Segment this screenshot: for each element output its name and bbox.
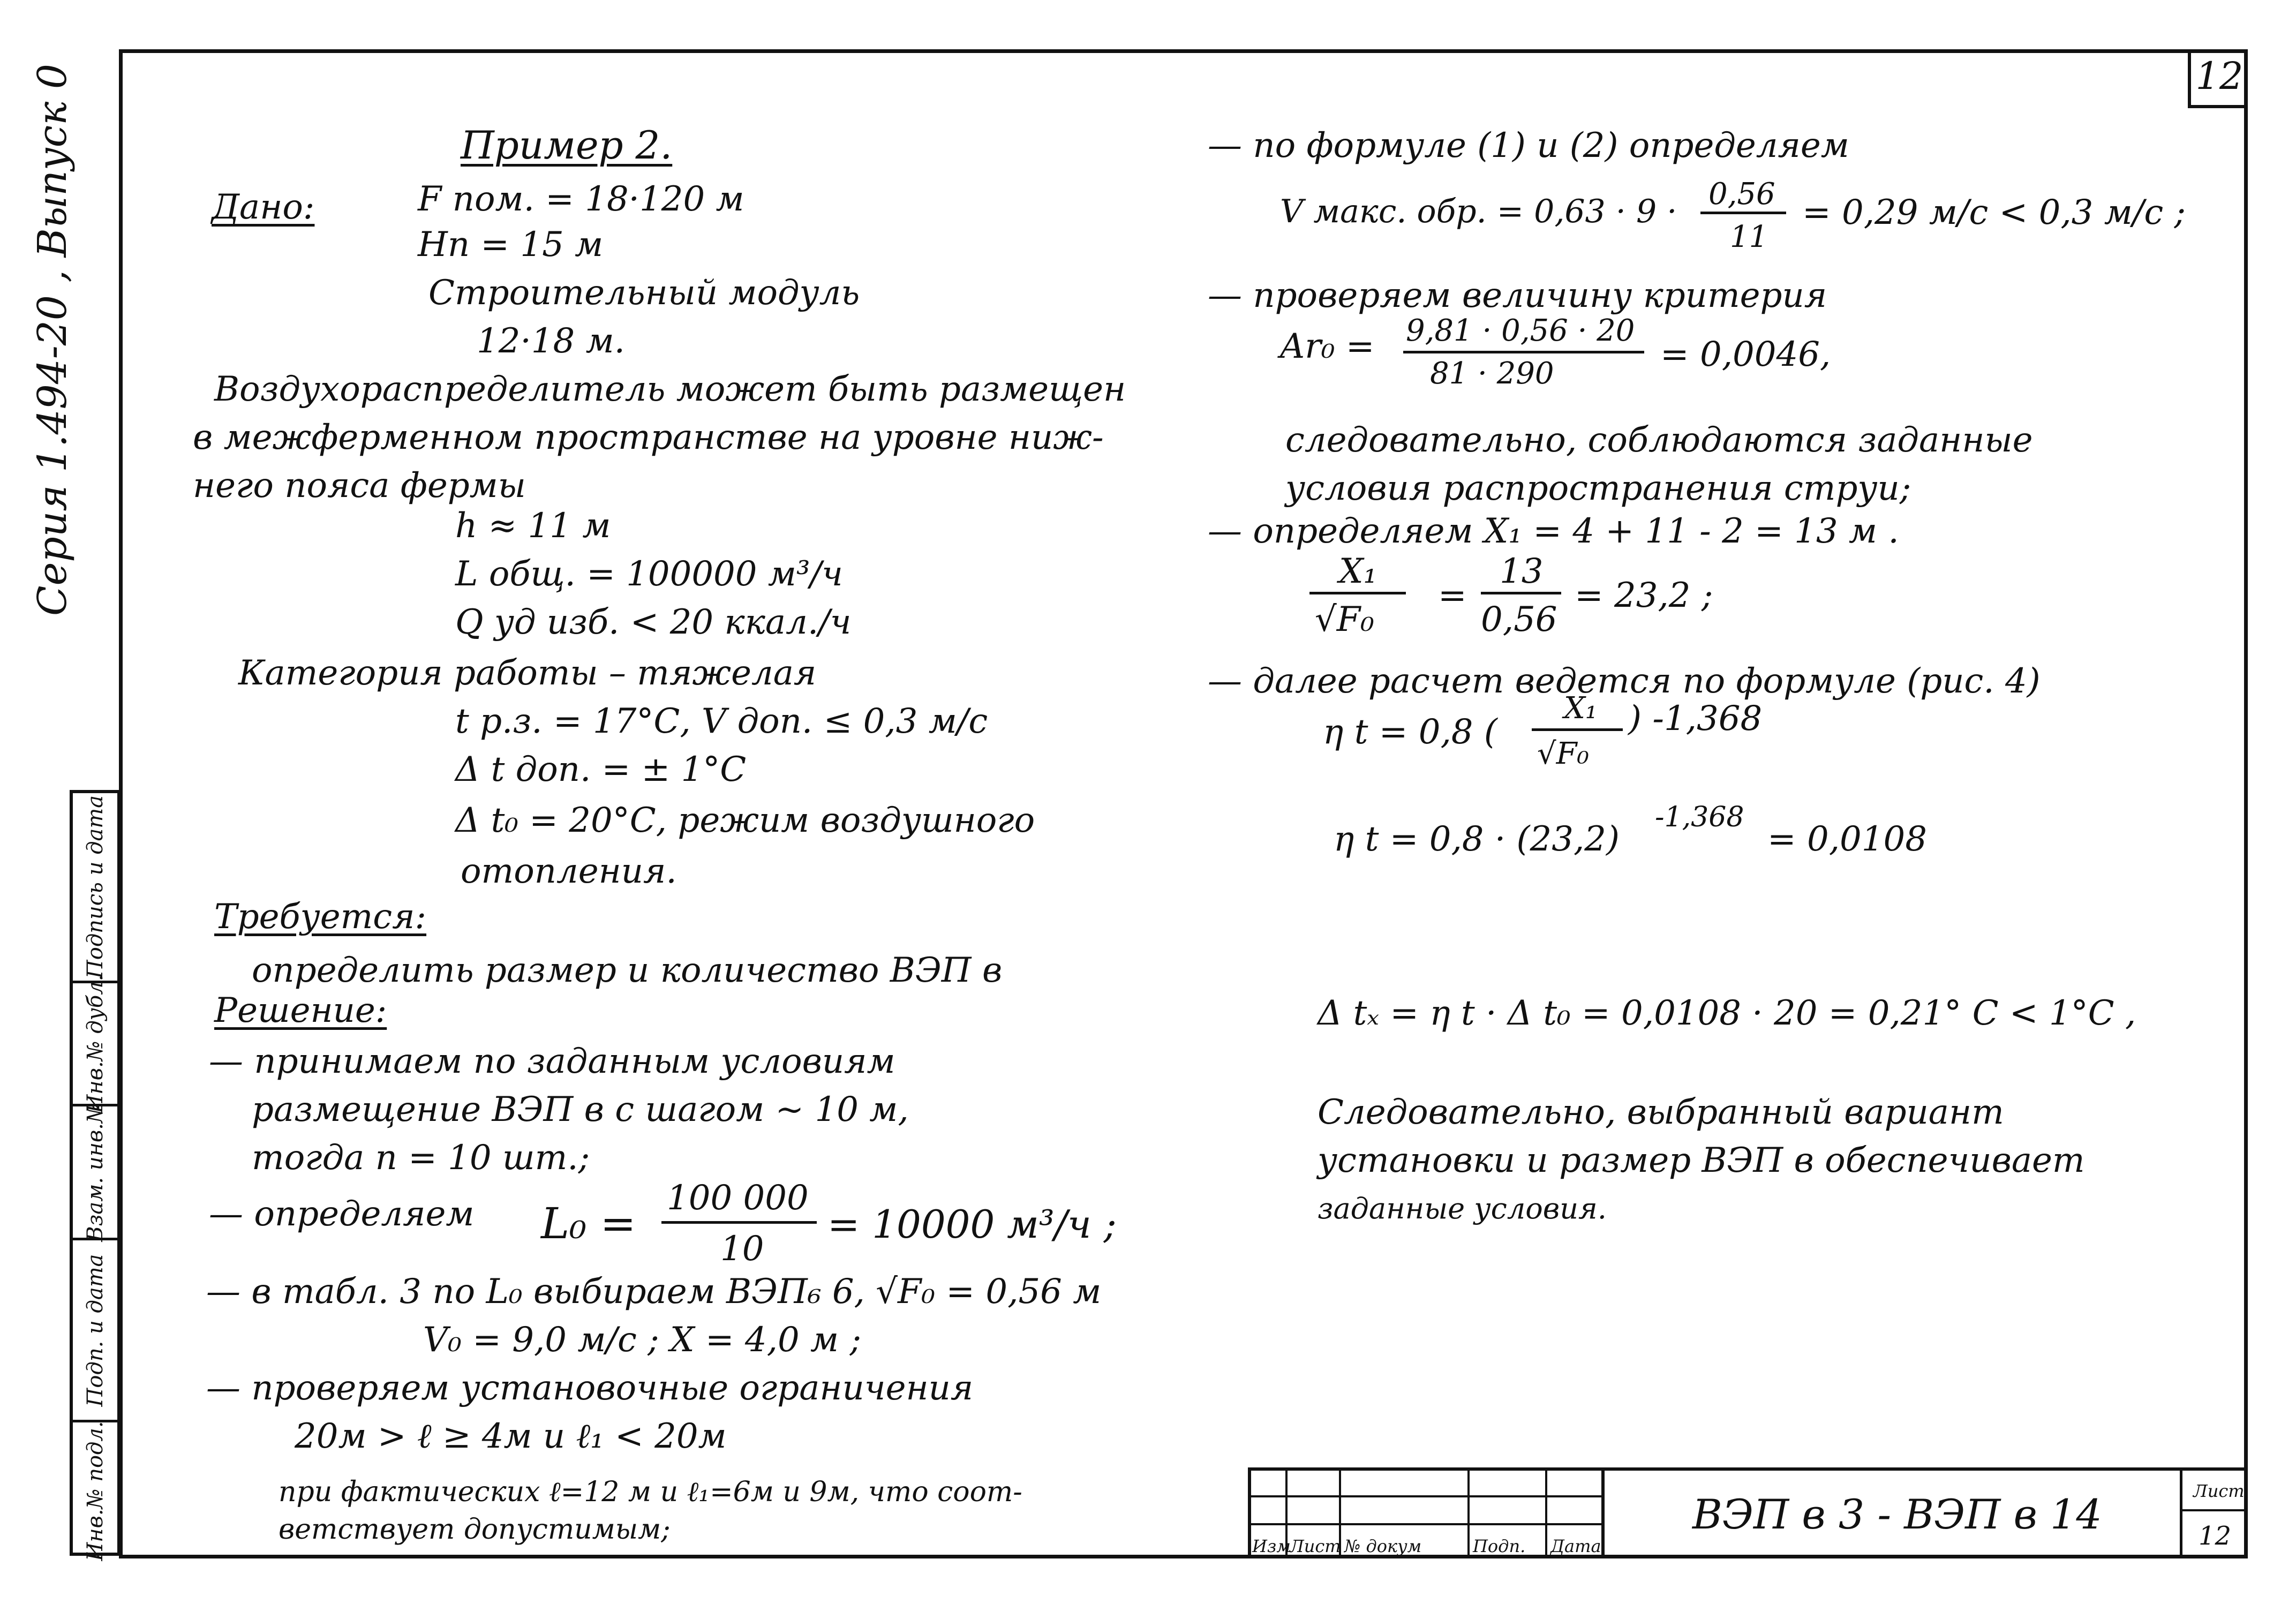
designation: ВЭП в 3 - ВЭП в 14 <box>1692 1490 2102 1538</box>
strip-cell <box>73 1238 117 1420</box>
formula-lhs: L₀ = <box>541 1199 636 1248</box>
fraction-bar <box>661 1221 817 1224</box>
stamp-strip <box>70 790 121 1561</box>
fraction-numerator: X₁ <box>1564 691 1598 726</box>
formula-eta-exp: ) -1,368 <box>1628 699 1763 739</box>
formula-vmax: V макс. обр. = 0,63 · 9 · <box>1280 193 1677 230</box>
formula-result: = 23,2 ; <box>1575 576 1713 615</box>
solution-line: V₀ = 9,0 м/с ; X = 4,0 м ; <box>423 1320 861 1360</box>
para-line: Воздухораспределитель может быть размещен <box>214 370 1126 409</box>
fraction-bar <box>1309 592 1406 594</box>
fraction-bar <box>1403 351 1644 353</box>
fraction-bar <box>1700 212 1786 214</box>
strip-cell <box>73 1420 117 1559</box>
solution-label: Решение: <box>214 991 387 1030</box>
solution-line: тогда n = 10 шт.; <box>252 1138 590 1178</box>
title-block <box>1248 1467 2248 1558</box>
para-line: него пояса фермы <box>193 466 526 506</box>
solution-line: — принимаем по заданным условиям <box>209 1042 895 1081</box>
required-label: Требуется: <box>214 897 427 937</box>
fraction-bar <box>1481 592 1561 594</box>
strip-cell <box>73 974 117 1113</box>
strip-label: Инв.№ дубл. <box>82 974 108 1113</box>
series-label: Серия 1.494-20 , Выпуск 0 <box>29 63 76 616</box>
equals-sign: = <box>1438 576 1467 615</box>
tb-col-label: Лист <box>1290 1536 1341 1556</box>
right-line: — далее расчет ведется по формуле (рис. 4) <box>1208 661 2041 701</box>
right-line: — определяем X₁ = 4 + 11 - 2 = 13 м . <box>1208 511 1899 551</box>
given-label: Дано: <box>212 187 315 227</box>
sheet-number: 12 <box>2199 1521 2232 1551</box>
conclusion-line: заданные условия. <box>1318 1192 1607 1225</box>
solution-line: 20м > ℓ ≥ 4м и ℓ₁ < 20м <box>295 1417 727 1456</box>
formula-ar-result: = 0,0046, <box>1660 335 1831 374</box>
given-area: F пом. = 18·120 м <box>418 179 744 219</box>
strip-cell <box>73 793 117 981</box>
solution-line: размещение ВЭП в с шагом ~ 10 м, <box>252 1090 909 1129</box>
solution-line: ветствует допустимым; <box>278 1513 671 1546</box>
strip-cell <box>73 1102 117 1242</box>
conclusion-line: Следовательно, выбранный вариант <box>1318 1093 2004 1132</box>
fraction-denominator: 81 · 290 <box>1430 356 1554 391</box>
given-module-value: 12·18 м. <box>477 321 625 361</box>
right-line: условия распространения струи; <box>1285 469 1911 508</box>
formula-eta: η t = 0,8 ( <box>1323 712 1497 752</box>
fraction-numerator: 13 <box>1500 552 1544 591</box>
fraction-denominator: 10 <box>720 1229 764 1269</box>
right-line: следовательно, соблюдаются заданные <box>1285 420 2033 460</box>
param-line: t р.з. = 17°С, V доп. ≤ 0,3 м/с <box>455 702 988 741</box>
tb-col-label: Подп. <box>1473 1536 1526 1556</box>
formula-exponent: -1,368 <box>1655 801 1744 833</box>
param-line: h ≈ 11 м <box>455 506 611 546</box>
param-line: Δ t₀ = 20°С, режим воздушного <box>455 801 1035 840</box>
param-line: Q уд изб. < 20 ккал./ч <box>455 603 852 642</box>
right-line: — по формуле (1) и (2) определяем <box>1208 126 1849 165</box>
fraction-denominator: √F₀ <box>1315 600 1374 639</box>
para-line: в межферменном пространстве на уровне ниж- <box>193 418 1104 457</box>
solution-line: — в табл. 3 по L₀ выбираем ВЭП₆ 6, √F₀ = 0,56 м <box>206 1272 1102 1312</box>
tb-col-label: Изм <box>1252 1536 1291 1556</box>
strip-label: Инв.№ подл. <box>82 1420 108 1561</box>
sheet-label: Лист <box>2193 1481 2245 1501</box>
given-height: Hn = 15 м <box>418 225 604 265</box>
required-text: определить размер и количество ВЭП в <box>252 951 1003 990</box>
fraction-numerator: X₁ <box>1339 552 1377 591</box>
fraction-denominator: √F₀ <box>1537 736 1589 771</box>
formula-rhs: = 10000 м³/ч ; <box>827 1202 1117 1247</box>
strip-label: Взам. инв.№ <box>82 1102 108 1242</box>
right-line: — проверяем величину критерия <box>1208 276 1827 315</box>
page-number: 12 <box>2188 49 2248 108</box>
given-module-label: Строительный модуль <box>428 273 860 313</box>
conclusion-line: установки и размер ВЭП в обеспечивает <box>1318 1141 2085 1180</box>
solution-line: — проверяем установочные ограничения <box>206 1368 974 1408</box>
tb-col-label: Дата <box>1550 1536 1601 1556</box>
formula-dtx: Δ tₓ = η t · Δ t₀ = 0,0108 · 20 = 0,21° С < 1°С , <box>1318 993 2136 1033</box>
param-line: Δ t доп. = ± 1°С <box>455 750 747 789</box>
fraction-denominator: 0,56 <box>1481 600 1557 639</box>
fraction-bar <box>1532 728 1623 731</box>
strip-label: Подп. и дата <box>82 1254 108 1406</box>
strip-label: Подпись и дата <box>82 795 108 979</box>
fraction-numerator: 0,56 <box>1708 177 1775 212</box>
formula-ar: Ar₀ = <box>1280 327 1375 366</box>
formula-vmax-result: = 0,29 м/с < 0,3 м/с ; <box>1802 193 2186 232</box>
param-line: L общ. = 100000 м³/ч <box>455 554 843 594</box>
param-line: отопления. <box>461 852 677 891</box>
formula-eta-result: = 0,0108 <box>1767 819 1927 859</box>
example-title: Пример 2. <box>461 123 673 168</box>
param-line: Категория работы – тяжелая <box>238 653 817 693</box>
solution-line: — определяем <box>209 1194 475 1234</box>
formula-eta-value: η t = 0,8 · (23,2) <box>1334 819 1620 859</box>
fraction-numerator: 100 000 <box>667 1178 809 1218</box>
tb-col-label: № докум <box>1344 1536 1422 1556</box>
solution-line: при фактических ℓ=12 м и ℓ₁=6м и 9м, что соот- <box>278 1476 1022 1508</box>
fraction-numerator: 9,81 · 0,56 · 20 <box>1406 313 1635 348</box>
fraction-denominator: 11 <box>1730 220 1768 254</box>
